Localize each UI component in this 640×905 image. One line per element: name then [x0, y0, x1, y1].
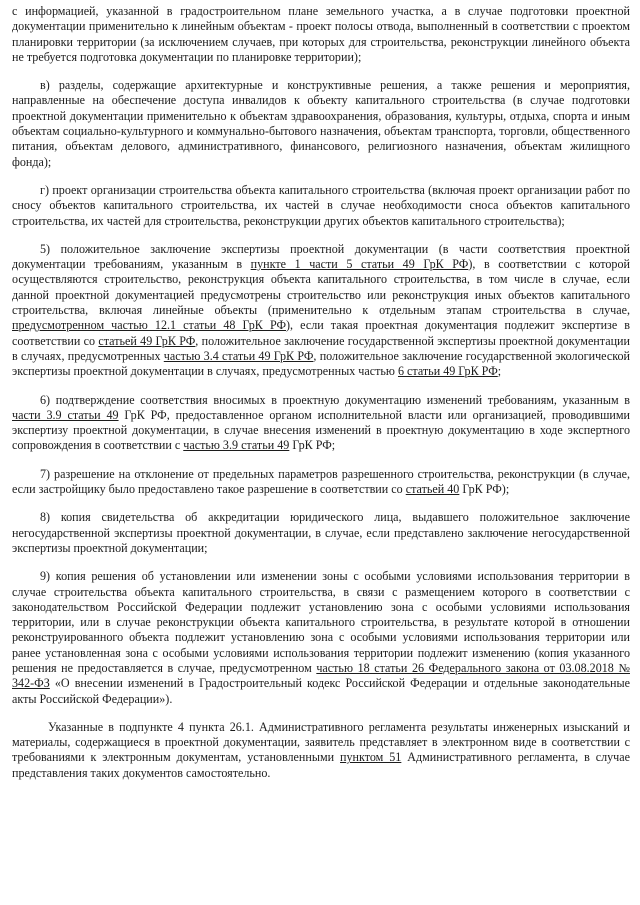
- text-segment: Указанные в подпункте 4 пункта 26.1. Административного регламента результаты инженерных изысканий и материалы, содержащиеся в проектной документации, заявитель представляет в электронном виде в соответствии с требованиями к электронным документам, установленными: [12, 719, 630, 765]
- paragraph-item-7-deviation-permit: [12, 467, 630, 498]
- paragraph-electronic-submission: [12, 720, 630, 781]
- text-segment: ГрК РФ);: [459, 482, 510, 497]
- text-segment: ), в соответствии с которой осуществляются строительство, реконструкция объекта капитального строительства, в том числе в случае, если данной проектной документацией предусмотрены строительство или реконструкция иных объектов капитального строительства, включая линейные объекты (применительно к отдельным этапам строительства в случае,: [12, 257, 630, 318]
- link-statya-40[interactable]: статьей 40: [405, 482, 460, 497]
- link-chast-12-1-stati-48[interactable]: предусмотренном частью 12.1 статьи 48 ГрК РФ: [12, 318, 287, 333]
- text-segment: 5) положительное заключение экспертизы проектной документации (в части соответствия проектной документации требованиям, указанным в: [12, 241, 630, 272]
- link-chast-3-9-stati-49[interactable]: части 3.9 статьи 49: [12, 407, 119, 422]
- link-chast-6-stati-49[interactable]: 6 статьи 49 ГрК РФ: [397, 364, 498, 379]
- paragraph-item-v-architecture: в) разделы, содержащие архитектурные и конструктивные решения, а также решения и мероприятия, направленные на обеспечение доступа инвалидов к объекту капитального строительства (в случае подготовки проектной документации применительно к объектам здравоохранения, образования, культуры, отдыха, спорта и иным объектам социально-культурного и коммунально-бытового назначения, объектам транспорта, торговли, общественного питания, объектам делового, административного, финансового, религиозного назначения, объектам жилищного фонда);: [12, 78, 630, 169]
- text-segment: 7) разрешение на отклонение от предельных параметров разрешенного строительства, реконструкции (в случае, если застройщику было предоставлено такое разрешение в соответствии со: [12, 466, 630, 497]
- paragraph-item-8-accreditation-copy: 8) копия свидетельства об аккредитации юридического лица, выдавшего положительное заключение негосударственной экспертизы проектной документации, в случае, если представлено заключение негосударственной экспертизы проектной документации;: [12, 510, 630, 555]
- paragraph-project-plan-continuation: с информацией, указанной в градостроительном плане земельного участка, а в случае подготовки проектной документации применительно к линейным объектам - проект полосы отвода, выполненный в соответствии с проектом планировки территории (за исключением случаев, при которых для строительства, реконструкции линейного объекта не требуется подготовка документации по планировке территории);: [12, 4, 630, 64]
- link-punkt-1-chasti-5-stati-49[interactable]: пункте 1 части 5 статьи 49 ГрК РФ: [250, 257, 469, 272]
- text-segment: ), если такая проектная документация подлежит экспертизе в соответствии со: [12, 318, 630, 348]
- text-segment: Административного регламента, в случае представления таких документов самостоятельно.: [12, 750, 631, 780]
- link-statya-49[interactable]: статьей 49 ГрК РФ: [98, 333, 196, 348]
- text-segment: 9) копия решения об установлении или изменении зоны с особыми условиями использования территории в случае строительства объекта капитального строительства, в связи с размещением которого в соответствии с законодательством Российской Федерации подлежит установлению зона с особыми условиями использования территории, или в случае реконструкции объекта капитального строительства, в результате которой в отношении реконструированного объекта подлежит установлению зона с особыми условиями использования территории или ранее установленная зона с особыми условиями использования территории подлежит изменению (копия указанного решения не предоставляется в случае, предусмотренном: [12, 569, 630, 675]
- paragraph-item-5-expertise: [12, 242, 630, 380]
- paragraph-item-6-changes-confirmation: [12, 393, 630, 454]
- text-segment: ;: [497, 364, 502, 379]
- text-segment: ГрК РФ, предоставленное органом исполнительной власти или организацией, проводившими экспертизу проектной документации, в случае внесения изменений в проектную документацию в ходе экспертного сопровождения в соответствии с: [12, 407, 630, 453]
- link-punkt-51[interactable]: пунктом 51: [340, 750, 402, 765]
- link-chast-18-stati-26-fz-342[interactable]: частью 18 статьи 26 Федерального закона от 03.08.2018 № 342-ФЗ: [12, 660, 630, 691]
- text-segment: , положительное заключение государственной экспертизы проектной документации в случаях, предусмотренных: [12, 333, 630, 363]
- text-segment: «О внесении изменений в Градостроительный кодекс Российской Федерации и отдельные законодательные акты Российской Федерации»).: [12, 676, 630, 706]
- text-segment: , положительное заключение государственной экологической экспертизы проектной документации в случаях, предусмотренных частью: [12, 348, 630, 379]
- link-chastyu-3-9-stati-49[interactable]: частью 3.9 статьи 49: [183, 438, 290, 453]
- link-chast-3-4-stati-49[interactable]: частью 3.4 статьи 49 ГрК РФ: [163, 348, 314, 363]
- text-segment: 6) подтверждение соответствия вносимых в проектную документацию изменений требованиям, указанным в: [40, 392, 630, 407]
- text-segment: ГрК РФ;: [289, 438, 336, 453]
- paragraph-item-g-construction-organization: г) проект организации строительства объекта капитального строительства (включая проект организации работ по сносу объектов капитального строительства, их частей в случае необходимости сноса объектов капитального строительства, их частей для строительства, реконструкции других объектов капитального строительства);: [12, 182, 630, 228]
- paragraph-item-9-zone-decision: [12, 569, 630, 707]
